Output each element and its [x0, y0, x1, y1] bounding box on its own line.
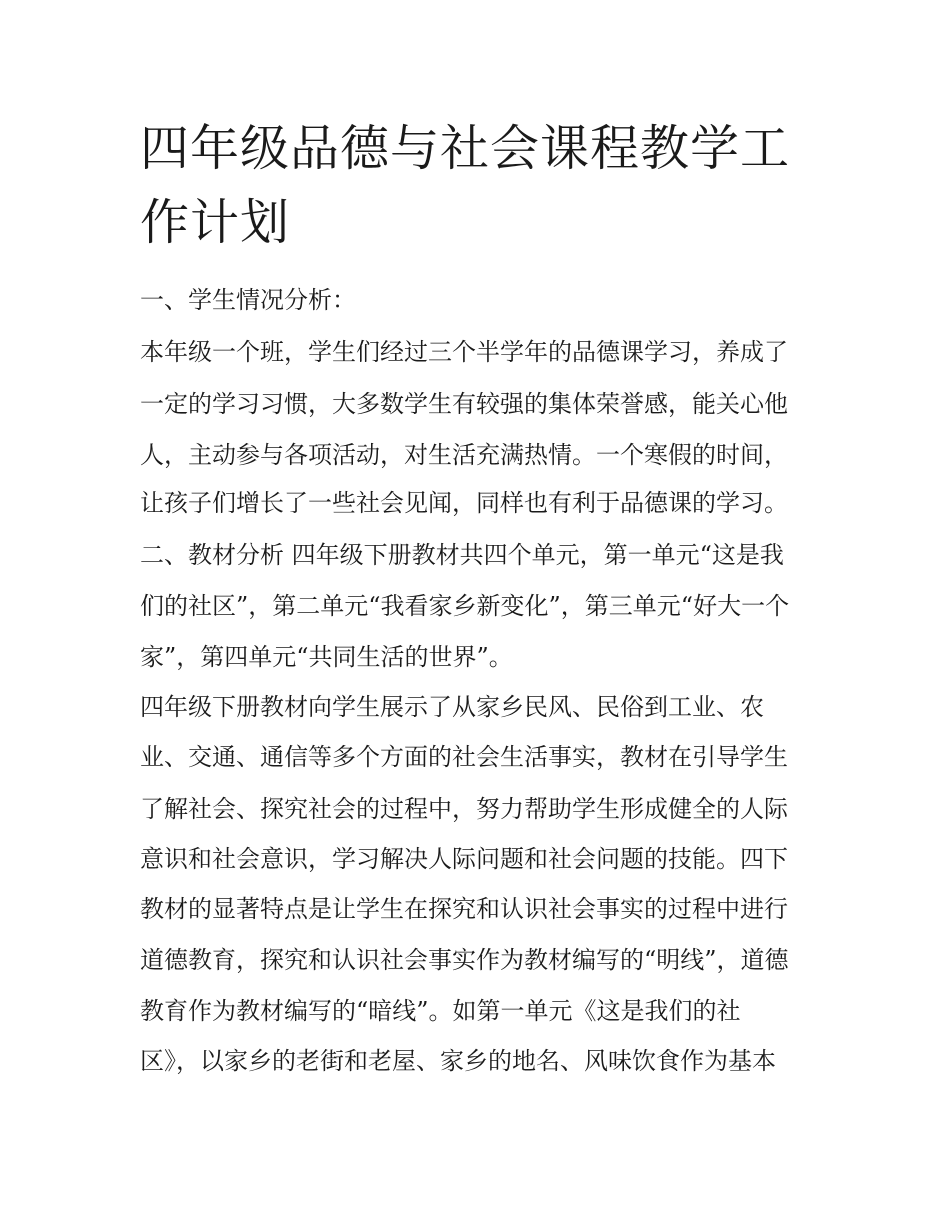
- body-text-line: 一定的学习习惯，大多数学生有较强的集体荣誉感，能关心他: [140, 390, 788, 418]
- body-text-line: 们的社区”，第二单元“我看家乡新变化”，第三单元“好大一个: [140, 592, 790, 620]
- title-line-1: 四年级品德与社会课程教学工: [140, 120, 791, 177]
- body-text-line: 区》，以家乡的老街和老屋、家乡的地名、风味饮食作为基本: [140, 1047, 776, 1075]
- section-heading-textbook-analysis: 二、教材分析 四年级下册教材共四个单元，第一单元“这是我: [140, 541, 784, 569]
- body-text-line: 教材的显著特点是让学生在探究和认识社会事实的过程中进行: [140, 895, 788, 923]
- section-heading-student-analysis: 一、学生情况分析：: [140, 286, 356, 314]
- body-text-line: 道德教育，探究和认识社会事实作为教材编写的“明线”，道德: [140, 946, 789, 974]
- body-text-line: 业、交通、通信等多个方面的社会生活事实，教材在引导学生: [140, 743, 788, 771]
- body-text-line: 家”，第四单元“共同生活的世界”。: [140, 643, 513, 671]
- title-line-2: 作计划: [140, 194, 291, 251]
- body-text-line: 教育作为教材编写的“暗线”。如第一单元《这是我们的社: [140, 997, 741, 1025]
- body-text-line: 四年级下册教材向学生展示了从家乡民风、民俗到工业、农: [140, 693, 764, 721]
- document-title: [140, 112, 820, 260]
- body-text-line: 让孩子们增长了一些社会见闻，同样也有利于品德课的学习。: [140, 489, 788, 517]
- body-text-line: 本年级一个班，学生们经过三个半学年的品德课学习，养成了: [140, 338, 788, 366]
- body-text-line: 了解社会、探究社会的过程中，努力帮助学生形成健全的人际: [140, 795, 788, 823]
- body-text-line: 人，主动参与各项活动，对生活充满热情。一个寒假的时间，: [140, 441, 788, 469]
- body-text-line: 意识和社会意识，学习解决人际问题和社会问题的技能。四下: [140, 845, 788, 873]
